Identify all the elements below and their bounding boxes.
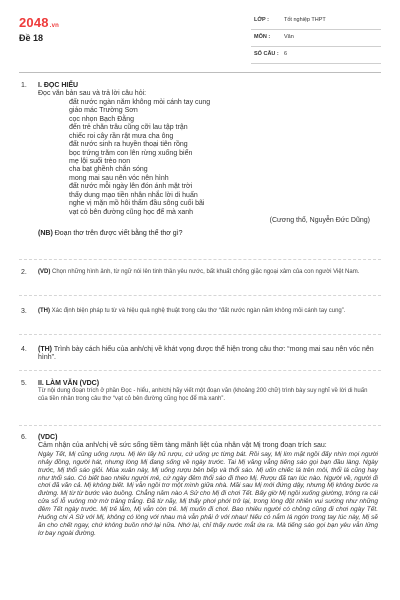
meta-row-subject <box>251 32 381 47</box>
question-body <box>38 308 378 316</box>
sub-question-text: Đoạn thơ trên được viết bằng thể thơ gì? <box>54 229 183 237</box>
question-separator <box>19 425 381 426</box>
poem-line: đất nước ngàn năm không mỏi cánh tay cung <box>69 98 211 106</box>
section-heading: I. ĐỌC HIỂU <box>38 82 79 89</box>
poem-line: cọc nhọn Bạch Đằng <box>69 115 134 123</box>
question-text: Chọn những hình ảnh, từ ngữ nói lên tinh thần yêu nước, bất khuất chống giặc ngoại xâm của con người Việt Nam. <box>52 269 360 275</box>
poem-line: thấy dung mạo tiền nhân nhắc lời di huấn <box>69 191 198 199</box>
question-number: 1. <box>21 82 27 89</box>
poem-line: cha bạt ghềnh chắn sóng <box>69 166 148 174</box>
question-text: Từ nội dung đoạn trích ở phần Đọc - hiểu, anh/chị hãy viết một đoạn văn (khoảng 200 chữ) trình bày suy nghĩ về lời di huấn của tiền nhân trong câu thơ “vạt cỏ bên đường cũng học để mà xanh”. <box>38 388 368 402</box>
question-body <box>38 434 378 538</box>
question-separator <box>19 370 381 371</box>
difficulty-tag: (NB) <box>38 229 53 237</box>
question-text: Trình bày cách hiểu của anh/chị về khát vọng được thể hiện trong câu thơ: “mong mai sau nên vóc nên hình”. <box>38 346 374 362</box>
section-heading: II. LÀM VĂN (VDC) <box>38 380 100 387</box>
question-separator <box>19 295 381 296</box>
poem <box>38 99 378 217</box>
question-intro: Đọc văn bản sau và trả lời câu hỏi: <box>38 90 147 98</box>
question-text: Cảm nhận của anh/chị về sức sống tiềm tàng mãnh liệt của nhân vật Mị trong đoạn trích sau: <box>38 442 327 450</box>
meta-value: 6 <box>284 51 288 57</box>
question-number: 3. <box>21 308 27 315</box>
meta-value: Tốt nghiệp THPT <box>284 17 326 23</box>
logo-suffix: .vn <box>49 23 60 29</box>
page-header <box>0 0 400 82</box>
poem-line: đất nước mỗi ngày lên đón ánh mặt trời <box>69 183 193 191</box>
question-separator <box>19 259 381 260</box>
difficulty-tag: (VD) <box>38 269 51 275</box>
meta-label: MÔN : <box>254 34 271 40</box>
meta-label: SỐ CÂU : <box>254 51 279 57</box>
meta-row-class <box>251 15 381 30</box>
question-text: Xác định biện pháp tu từ và hiệu quả nghệ thuật trong câu thơ “đất nước ngàn năm không mỏi cánh tay cung”. <box>51 308 346 314</box>
exam-code: Đề 18 <box>19 33 44 43</box>
question-number: 4. <box>21 346 27 353</box>
sub-question <box>38 229 378 238</box>
poem-line: đến trẻ chăn trâu cũng cỡi lau tập trận <box>69 124 188 132</box>
poem-line: mẹ lội suối trèo non <box>69 157 131 165</box>
site-logo[interactable] <box>19 15 59 30</box>
header-divider <box>19 72 381 73</box>
question-number: 2. <box>21 269 27 276</box>
question-body <box>38 82 378 238</box>
difficulty-tag: (VDC) <box>38 434 58 441</box>
question-number: 6. <box>21 434 27 441</box>
excerpt-text: Ngày Tết, Mị cũng uống rượu. Mị lén lấy hũ rượu, cứ uống ực từng bát. Rồi say, Mị lim mặt ngồi đấy nhìn mọi người nhảy đồng, người hát, nhưng lòng Mị đang sống về ngày trước. Tai Mị văng vẳng tiếng sáo gọi bạn đầu làng. Ngày trước, Mị thổi sáo giỏi. Mùa xuân này, Mị uống rượu bên bếp và thổi sáo. Mị uốn chiếc lá trên môi, thổi lá cũng hay như thổi sáo. Có biết bao nhiêu người mê, cứ ngày đêm thổi sáo đi theo Mị. Rượu đã tan lúc nào. Người về, người đi chơi đã vãn cả. Mị không biết. Mị vẫn ngồi trơ một mình giữa nhà. Mãi sau Mị mới đứng dậy, nhưng Mị không bước ra đường. Mị từ từ bước vào buồng. Chẳng năm nào A Sử cho Mị đi chơi Tết. Bấy giờ Mị ngồi xuống giường, trông ra cái cửa sổ lỗ vuông mờ mờ trăng trắng. Đã từ nãy, Mị thấy phơi phới trở lại, trong lòng đột nhiên vui sướng như những đêm Tết ngày trước. Mị trẻ lắm, Mị vẫn còn trẻ. Mị muốn đi chơi. Bao nhiêu người có chồng cũng đi chơi ngày Tết. Huống chi A Sử với Mị, không có lòng với nhau mà vẫn phải ở với nhau! Nếu có nắm lá ngón trong tay lúc này, Mị sẽ ăn cho chết ngay, chứ không buồn nhớ lại nữa. Nhớ lại, chỉ thấy nước mắt ứa ra. Mà tiếng sáo gọi bạn yêu vẫn lửng lơ bay ngoài đường. <box>38 450 378 537</box>
question-body <box>38 269 378 277</box>
meta-value: Văn <box>284 34 294 40</box>
poem-line: mong mai sau nên vóc nên hình <box>69 174 169 182</box>
poem-line: bọc trứng trăm con lên rừng xuống biển <box>69 149 193 157</box>
poem-line: nghe vị mặn mồ hôi thấm đầu sông cuối bãi <box>69 200 205 208</box>
question-body <box>38 346 378 363</box>
poem-line: đất nước sinh ra huyền thoại tiên rồng <box>69 141 188 149</box>
exam-meta-table <box>251 15 381 66</box>
difficulty-tag: (TH) <box>38 308 50 314</box>
meta-row-question-count <box>251 49 381 64</box>
logo-text: 2048 <box>19 15 49 30</box>
poem-line: giáo mác Trường Sơn <box>69 107 138 115</box>
difficulty-tag: (TH) <box>38 346 52 353</box>
question-body <box>38 380 378 404</box>
meta-label: LỚP : <box>254 17 269 23</box>
poem-line: chiếc roi cây rần rật mưa cha ông <box>69 132 174 140</box>
question-separator <box>19 334 381 335</box>
poem-line: vạt cỏ bên đường cũng học để mà xanh <box>69 208 194 216</box>
question-number: 5. <box>21 380 27 387</box>
poem-source: (Cương thổ, Nguyễn Đức Dũng) <box>269 217 370 225</box>
